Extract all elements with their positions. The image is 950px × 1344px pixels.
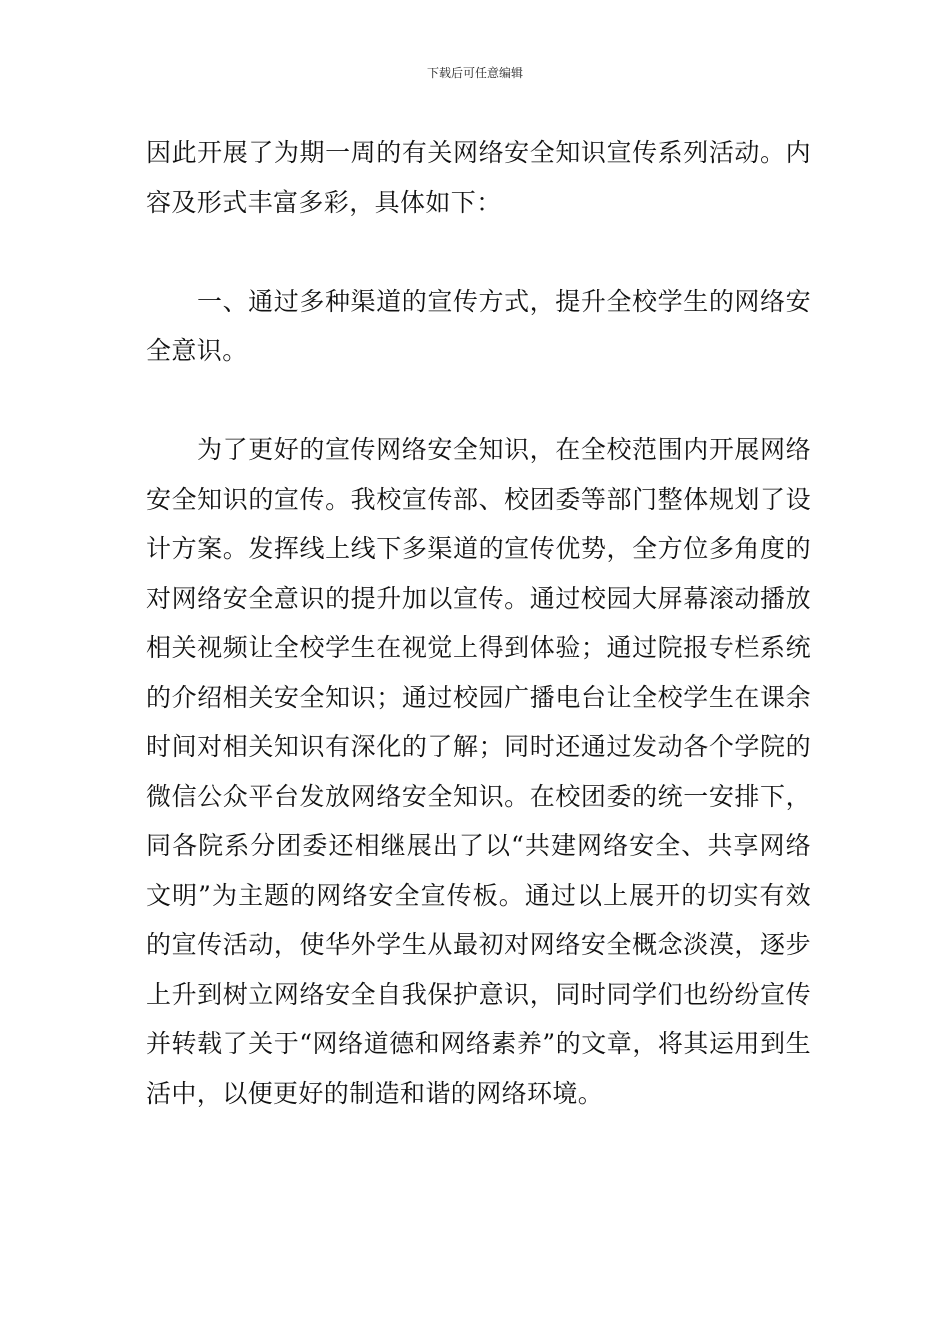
section-heading-1: 一、通过多种渠道的宣传方式，提升全校学生的网络安全意识。 xyxy=(146,286,811,365)
page-header-note: 下载后可任意编辑 xyxy=(426,66,523,80)
paragraph-gap xyxy=(146,376,811,426)
paragraph-intro: 因此开展了为期一周的有关网络安全知识宣传系列活动。内容及形式丰富多彩，具体如下： xyxy=(146,138,811,217)
document-body xyxy=(146,128,811,1118)
paragraph-body: 为了更好的宣传网络安全知识，在全校范围内开展网络安全知识的宣传。我校宣传部、校团委等部门整体规划了设计方案。发挥线上线下多渠道的宣传优势，全方位多角度的对网络安全意识的提升加以宣传。通过校园大屏幕滚动播放相关视频让全校学生在视觉上得到体验；通过院报专栏系统的介绍相关安全知识；通过校园广播电台让全校学生在课余时间对相关知识有深化的了解；同时还通过发动各个学院的微信公众平台发放网络安全知识。在校团委的统一安排下，同各院系分团委还相继展出了以“共建网络安全、共享网络文明”为主题的网络安全宣传板。通过以上展开的切实有效的宣传活动，使华外学生从最初对网络安全概念淡漠，逐步上升到树立网络安全自我保护意识，同时同学们也纷纷宣传并转载了关于“网络道德和网络素养”的文章，将其运用到生活中，以便更好的制造和谐的网络环境。 xyxy=(146,435,811,1108)
paragraph-gap xyxy=(146,227,811,277)
